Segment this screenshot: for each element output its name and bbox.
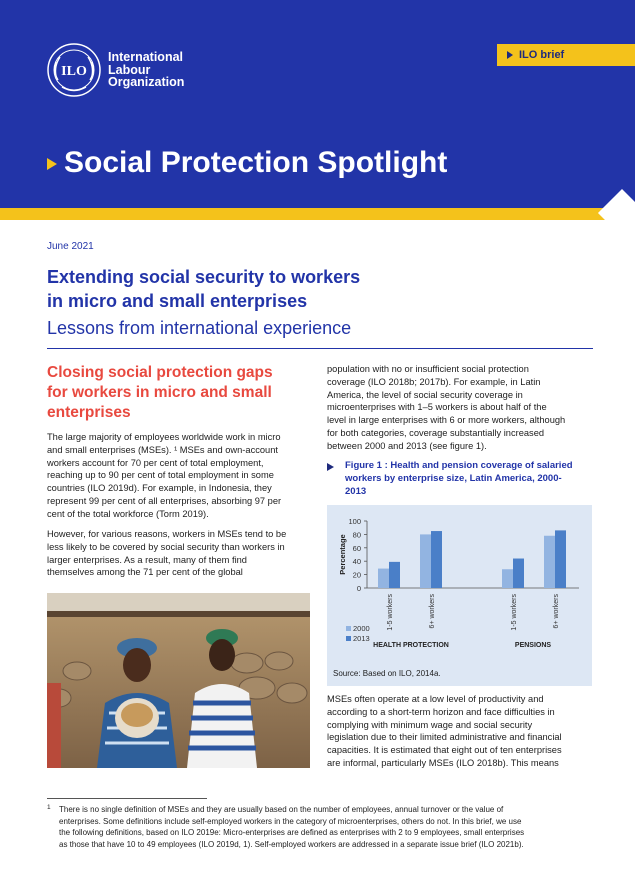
- series-title: Social Protection Spotlight: [64, 146, 448, 179]
- banner-accent-stripe: [0, 208, 615, 220]
- bar-2013-1: [389, 562, 400, 588]
- figure-source: Source: Based on ILO, 2014a.: [333, 669, 441, 678]
- x-tick-label: 1-5 workers: [387, 594, 394, 631]
- legend-swatch-2000: [346, 626, 351, 631]
- x-tick-label: 6+ workers: [429, 594, 436, 629]
- bar-2000-4: [544, 536, 555, 588]
- ilo-logo[interactable]: [46, 42, 184, 98]
- y-tick-label: 40: [352, 557, 361, 567]
- svg-text:ILO: ILO: [61, 64, 87, 79]
- photo-illustration: [47, 593, 310, 768]
- y-tick-label: 60: [352, 543, 361, 553]
- section-heading: Closing social protection gaps for workers in micro and small enterprises: [47, 364, 273, 421]
- y-tick-label: 20: [352, 570, 361, 580]
- y-tick-label: 100: [348, 517, 361, 526]
- y-tick-label: 80: [352, 530, 361, 540]
- title-arrow-icon: [47, 158, 57, 170]
- bar-2013-3: [513, 559, 524, 588]
- bar-2013-2: [431, 531, 442, 588]
- ilo-emblem-icon: [46, 42, 102, 98]
- legend-label-2000: 2000: [353, 624, 370, 633]
- title-divider: [47, 348, 593, 349]
- y-tick-label: 0: [356, 584, 361, 593]
- group-label-pensions: PENSIONS: [514, 642, 552, 649]
- footnote: 1 There is no single definition of MSEs and they are usually based on the number of employees, annual turnover or the value of enterprises. Some definitions include self-employed workers in the category of microenterprises, others do not. In this brief, we use the following definitions, based on ILO 2019e: Micro-enterprises are defined as enterprises with 2 to 9 employees, small enterprises as those that have 10 to 49 employees (ILO 2019d, 1). Self-employed workers are addressed in a separate issue brief (ILO 2021b).: [47, 804, 525, 849]
- bar-2000-2: [420, 534, 431, 588]
- paragraph-latin-america: population with no or insufficient social protection coverage (ILO 2018b; 2017b). For example, in Latin America, the level of social security coverage in microenterprises with 1–5 workers is about half of the level in large enterprises with 6 or more workers, although for both categories, coverage substantially increased between 2000 and 2013 (see figure 1).: [327, 364, 566, 451]
- publication-date: June 2021: [47, 241, 94, 252]
- legend-label-2013: 2013: [353, 634, 370, 643]
- ilo-brief-tag: ILO brief: [497, 44, 635, 66]
- bar-2000-3: [502, 569, 513, 588]
- article-subtitle: Lessons from international experience: [47, 318, 352, 338]
- coverage-chart: [327, 505, 592, 665]
- x-tick-label: 6+ workers: [553, 594, 560, 629]
- tag-arrow-icon: [507, 51, 513, 59]
- article-title: Extending social security to workers in micro and small enterprises: [47, 267, 361, 311]
- bar-2013-4: [555, 530, 566, 588]
- paragraph-informality: MSEs often operate at a low level of productivity and according to a short-term horizon and face difficulties in complying with minimum wage and social security legislation due to their limited administrative and financial capacities. It is estimated that eight out of ten enterprises are informal, particularly MSEs (ILO 2018b). This means: [327, 694, 562, 768]
- paragraph-coverage: However, for various reasons, workers in MSEs tend to be less likely to be covered by social security than workers in larger enterprises. As a result, many of them find themselves among the 71 per cent of the global: [47, 529, 287, 578]
- legend-swatch-2013: [346, 636, 351, 641]
- y-axis-label: Percentage: [338, 534, 347, 575]
- org-name: International Labour Organization: [108, 50, 185, 90]
- workers-photo: [47, 593, 310, 768]
- group-label-health: HEALTH PROTECTION: [373, 642, 449, 649]
- figure-title: Figure 1 : Health and pension coverage of salaried workers by enterprise size, Latin America, 2000- 2013: [345, 460, 573, 497]
- x-tick-label: 1-5 workers: [511, 594, 518, 631]
- bar-2000-1: [378, 569, 389, 588]
- figure-arrow-icon: [327, 463, 334, 471]
- footnote-marker: 1: [47, 804, 51, 811]
- paragraph-intro: The large majority of employees worldwide work in micro and small enterprises (MSEs). ¹ MSEs and own-account workers account for 70 per cent of total employment, reaching up to 90 per cent of total employment in some countries (ILO 2019d). For example, in Indonesia, they represent 99 per cent of all enterprises, absorbing 97 per cent of the total workforce (Torm 2019).: [47, 432, 282, 519]
- footnote-divider: [47, 798, 207, 799]
